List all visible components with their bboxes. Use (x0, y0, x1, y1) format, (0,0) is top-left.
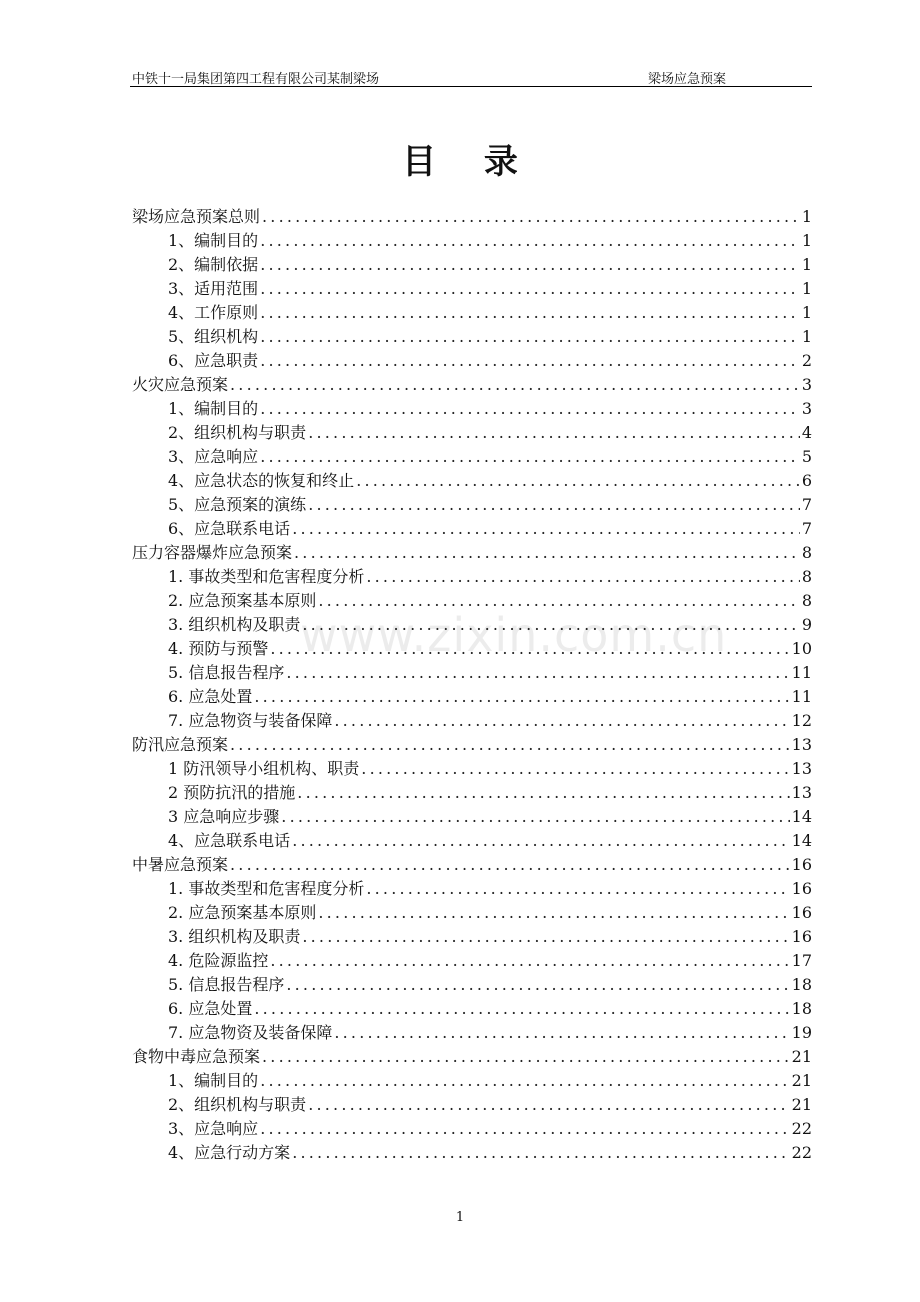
toc-entry-label: 3、适用范围 (168, 279, 259, 298)
toc-entry-subsection[interactable] (132, 445, 812, 469)
toc-entry-label: 4、应急行动方案 (168, 1143, 291, 1162)
toc-entry-label: 7. 应急物资与装备保障 (168, 711, 333, 730)
toc-entry-page: 5 (801, 447, 812, 466)
toc-entry-page: 21 (791, 1071, 812, 1090)
toc-entry-subsection[interactable] (132, 637, 812, 661)
toc-entry-page: 1 (801, 327, 812, 346)
toc-entry-label: 6、应急联系电话 (168, 519, 291, 538)
toc-entry-page: 7 (801, 519, 812, 538)
toc-entry-page: 1 (801, 231, 812, 250)
toc-entry-section[interactable] (132, 733, 812, 757)
watermark: www.zixin.com.cn (300, 608, 728, 662)
toc-entry-label: 3、应急响应 (168, 447, 259, 466)
toc-leader-dots (361, 757, 789, 781)
toc-entry-subsection[interactable] (132, 1141, 812, 1165)
toc-entry-page: 18 (791, 999, 812, 1018)
toc-entry-subsection[interactable] (132, 925, 812, 949)
toc-leader-dots (286, 973, 789, 997)
toc-entry-page: 13 (791, 783, 812, 802)
toc-entry-label: 3 应急响应步骤 (168, 807, 280, 826)
header-doc-title: 梁场应急预案 (648, 72, 727, 87)
toc-entry-subsection[interactable] (132, 973, 812, 997)
toc-entry-page: 8 (801, 591, 812, 610)
toc-entry-label: 4、应急联系电话 (168, 831, 291, 850)
toc-leader-dots (356, 469, 800, 493)
toc-entry-label: 1、编制目的 (168, 231, 259, 250)
toc-entry-label: 4、应急状态的恢复和终止 (168, 471, 355, 490)
toc-leader-dots (260, 301, 800, 325)
toc-entry-page: 1 (801, 255, 812, 274)
toc-entry-label: 2、组织机构与职责 (168, 423, 307, 442)
toc-leader-dots (318, 901, 789, 925)
toc-leader-dots (230, 373, 800, 397)
toc-leader-dots (260, 277, 800, 301)
toc-leader-dots (230, 853, 790, 877)
toc-entry-subsection[interactable] (132, 277, 812, 301)
toc-entry-label: 食物中毒应急预案 (132, 1047, 261, 1066)
page-header (130, 66, 812, 87)
toc-entry-page: 16 (791, 879, 812, 898)
toc-entry-label: 1. 事故类型和危害程度分析 (168, 879, 365, 898)
toc-entry-subsection[interactable] (132, 565, 812, 589)
toc-entry-section[interactable] (132, 541, 812, 565)
toc-leader-dots (292, 1141, 789, 1165)
toc-entry-label: 6、应急职责 (168, 351, 259, 370)
toc-leader-dots (366, 565, 799, 589)
toc-entry-label: 3、应急响应 (168, 1119, 259, 1138)
toc-entry-subsection[interactable] (132, 781, 812, 805)
toc-entry-label: 6. 应急处置 (168, 999, 253, 1018)
toc-entry-subsection[interactable] (132, 661, 812, 685)
toc-entry-section[interactable] (132, 1045, 812, 1069)
toc-entry-page: 19 (791, 1023, 812, 1042)
toc-entry-label: 5. 信息报告程序 (168, 975, 285, 994)
toc-entry-section[interactable] (132, 205, 812, 229)
toc-entry-label: 火灾应急预案 (132, 375, 229, 394)
toc-entry-label: 2、组织机构与职责 (168, 1095, 307, 1114)
toc-entry-page: 6 (801, 471, 812, 490)
toc-leader-dots (292, 829, 789, 853)
toc-entry-label: 4、工作原则 (168, 303, 259, 322)
toc-leader-dots (294, 541, 800, 565)
toc-entry-subsection[interactable] (132, 301, 812, 325)
toc-leader-dots (260, 445, 800, 469)
toc-entry-subsection[interactable] (132, 325, 812, 349)
toc-entry-label: 4. 危险源监控 (168, 951, 269, 970)
toc-entry-page: 2 (801, 351, 812, 370)
toc-entry-label: 1、编制目的 (168, 399, 259, 418)
toc-entry-page: 12 (791, 711, 812, 730)
toc-entry-label: 7. 应急物资及装备保障 (168, 1023, 333, 1042)
toc-entry-subsection[interactable] (132, 613, 812, 637)
toc-entry-label: 3. 组织机构及职责 (168, 927, 301, 946)
toc-leader-dots (308, 493, 800, 517)
toc-entry-subsection[interactable] (132, 229, 812, 253)
toc-entry-label: 中暑应急预案 (132, 855, 229, 874)
page-number: 1 (455, 1210, 465, 1225)
toc-entry-label: 2. 应急预案基本原则 (168, 591, 317, 610)
toc-entry-label: 5、应急预案的演练 (168, 495, 307, 514)
toc-entry-page: 9 (801, 615, 812, 634)
toc-entry-label: 梁场应急预案总则 (132, 207, 261, 226)
toc-entry-page: 1 (801, 279, 812, 298)
toc-entry-label: 2. 应急预案基本原则 (168, 903, 317, 922)
toc-entry-page: 8 (801, 567, 812, 586)
toc-entry-page: 4 (801, 423, 812, 442)
toc-entry-subsection[interactable] (132, 349, 812, 373)
toc-entry-page: 1 (801, 303, 812, 322)
toc-entry-page: 22 (791, 1143, 812, 1162)
toc-leader-dots (270, 949, 789, 973)
toc-entry-page: 3 (801, 375, 812, 394)
toc-entry-subsection[interactable] (132, 949, 812, 973)
toc-entry-subsection[interactable] (132, 685, 812, 709)
toc-entry-label: 2、编制依据 (168, 255, 259, 274)
toc-entry-label: 2 预防抗汛的措施 (168, 783, 296, 802)
toc-leader-dots (260, 1117, 789, 1141)
toc-entry-label: 3. 组织机构及职责 (168, 615, 301, 634)
toc-entry-subsection[interactable] (132, 805, 812, 829)
toc-leader-dots (262, 1045, 790, 1069)
toc-entry-subsection[interactable] (132, 493, 812, 517)
toc-entry-page: 7 (801, 495, 812, 514)
toc-entry-page: 18 (791, 975, 812, 994)
toc-entry-subsection[interactable] (132, 397, 812, 421)
toc-entry-page: 11 (791, 663, 812, 682)
toc-leader-dots (308, 1093, 789, 1117)
toc-leader-dots (308, 421, 800, 445)
toc-leader-dots (260, 325, 800, 349)
toc-entry-section[interactable] (132, 853, 812, 877)
toc-entry-page: 14 (791, 807, 812, 826)
toc-entry-page: 11 (791, 687, 812, 706)
toc-leader-dots (230, 733, 790, 757)
toc-entry-subsection[interactable] (132, 517, 812, 541)
toc-leader-dots (281, 805, 789, 829)
toc-entry-label: 6. 应急处置 (168, 687, 253, 706)
toc-entry-page: 16 (791, 855, 812, 874)
toc-entry-page: 21 (791, 1095, 812, 1114)
toc-leader-dots (254, 997, 789, 1021)
toc-entry-subsection[interactable] (132, 421, 812, 445)
toc-entry-label: 压力容器爆炸应急预案 (132, 543, 293, 562)
toc-entry-subsection[interactable] (132, 829, 812, 853)
header-company: 中铁十一局集团第四工程有限公司某制梁场 (132, 72, 380, 87)
toc-entry-page: 13 (791, 735, 812, 754)
toc-entry-page: 14 (791, 831, 812, 850)
toc-entry-subsection[interactable] (132, 997, 812, 1021)
toc-entry-subsection[interactable] (132, 1021, 812, 1045)
toc-entry-subsection[interactable] (132, 1117, 812, 1141)
toc-entry-subsection[interactable] (132, 757, 812, 781)
toc-leader-dots (262, 205, 800, 229)
toc-leader-dots (260, 253, 800, 277)
table-of-contents (132, 205, 812, 1165)
toc-leader-dots (297, 781, 789, 805)
toc-entry-page: 13 (791, 759, 812, 778)
toc-leader-dots (302, 925, 789, 949)
toc-entry-page: 16 (791, 903, 812, 922)
toc-entry-page: 22 (791, 1119, 812, 1138)
toc-leader-dots (366, 877, 789, 901)
toc-entry-section[interactable] (132, 373, 812, 397)
toc-entry-label: 4. 预防与预警 (168, 639, 269, 658)
toc-entry-page: 17 (791, 951, 812, 970)
toc-entry-page: 21 (791, 1047, 812, 1066)
toc-entry-subsection[interactable] (132, 877, 812, 901)
toc-entry-label: 1. 事故类型和危害程度分析 (168, 567, 365, 586)
toc-entry-subsection[interactable] (132, 469, 812, 493)
toc-entry-subsection[interactable] (132, 901, 812, 925)
toc-leader-dots (302, 613, 799, 637)
toc-entry-subsection[interactable] (132, 589, 812, 613)
toc-entry-label: 1 防汛领导小组机构、职责 (168, 759, 360, 778)
toc-leader-dots (286, 661, 789, 685)
toc-leader-dots (270, 637, 789, 661)
toc-leader-dots (260, 397, 800, 421)
toc-leader-dots (334, 709, 789, 733)
toc-entry-subsection[interactable] (132, 709, 812, 733)
toc-entry-subsection[interactable] (132, 1093, 812, 1117)
toc-entry-page: 16 (791, 927, 812, 946)
toc-leader-dots (318, 589, 799, 613)
toc-entry-label: 1、编制目的 (168, 1071, 259, 1090)
toc-leader-dots (260, 349, 800, 373)
toc-leader-dots (260, 1069, 789, 1093)
toc-entry-label: 5、组织机构 (168, 327, 259, 346)
toc-entry-page: 3 (801, 399, 812, 418)
toc-leader-dots (334, 1021, 789, 1045)
toc-entry-page: 8 (801, 543, 812, 562)
toc-entry-page: 1 (801, 207, 812, 226)
toc-entry-label: 5. 信息报告程序 (168, 663, 285, 682)
toc-entry-page: 10 (791, 639, 812, 658)
toc-title: 目 录 (402, 142, 536, 182)
toc-entry-label: 防汛应急预案 (132, 735, 229, 754)
toc-entry-subsection[interactable] (132, 253, 812, 277)
toc-leader-dots (260, 229, 800, 253)
toc-leader-dots (254, 685, 789, 709)
toc-entry-subsection[interactable] (132, 1069, 812, 1093)
toc-leader-dots (292, 517, 800, 541)
